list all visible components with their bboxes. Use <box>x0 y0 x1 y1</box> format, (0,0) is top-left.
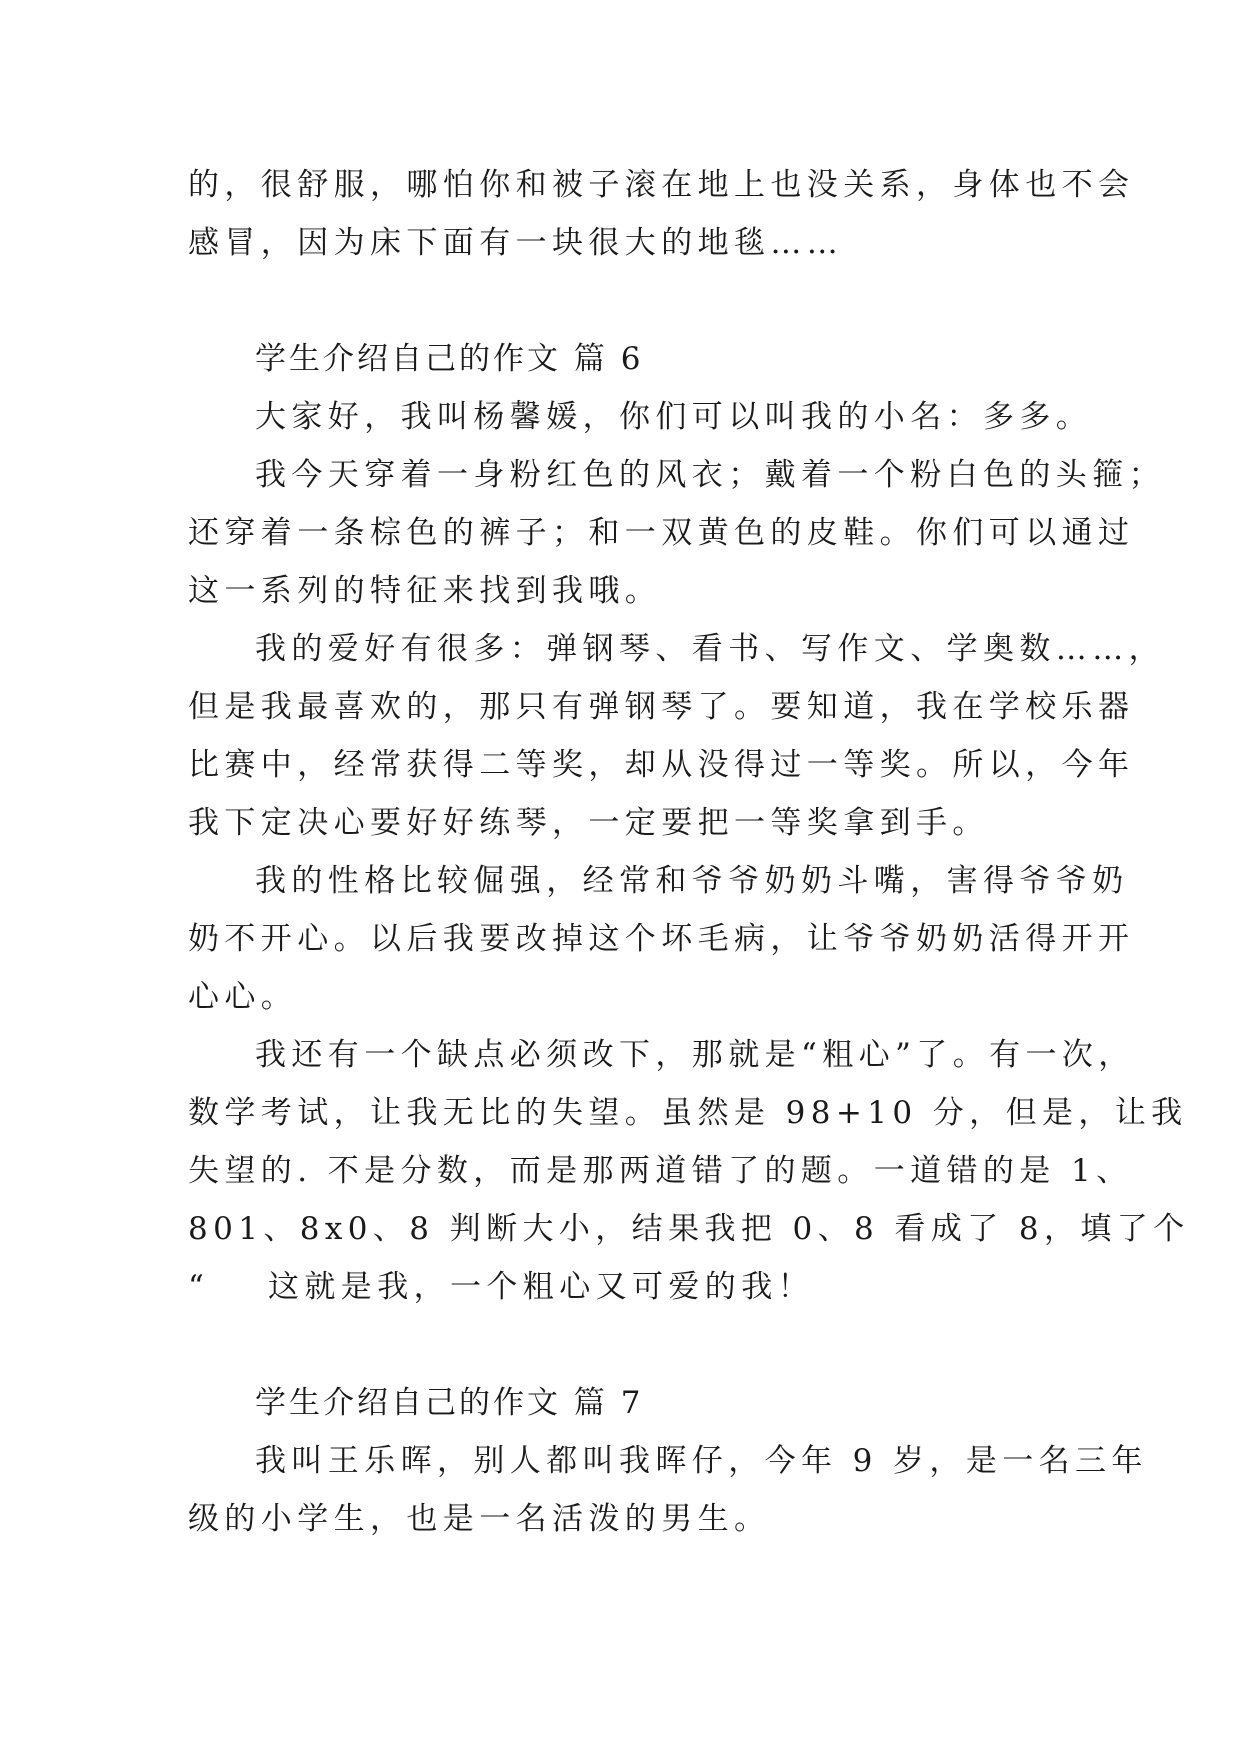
section-6-line-10: 奶不开心。以后我要改掉这个坏毛病，让爷爷奶奶活得开开 <box>188 921 1135 957</box>
section-6-line-6: 但是我最喜欢的，那只有弹钢琴了。要知道，我在学校乐器 <box>188 689 1135 725</box>
section-7-line-2: 级的小学生，也是一名活泼的男生。 <box>188 1501 771 1537</box>
intro-line-2: 感冒，因为床下面有一块很大的地毯…… <box>188 225 844 261</box>
section-6-line-1: 大家好，我叫杨馨媛，你们可以叫我的小名：多多。 <box>255 399 1093 435</box>
section-6-line-12: 我还有一个缺点必须改下，那就是“粗心”了。有一次， <box>255 1037 1135 1073</box>
section-gap <box>188 272 1048 330</box>
section-6-line-13: 数学考试，让我无比的失望。虽然是 98+10 分，但是，让我 <box>188 1095 1188 1131</box>
section-6-line-14: 失望的. 不是分数，而是那两道错了的题。一道错的是 1、 <box>188 1153 1133 1189</box>
section-6-last-line <box>188 1258 1048 1316</box>
section-6-line-8: 我下定决心要好好练琴，一定要把一等奖拿到手。 <box>188 805 989 841</box>
document-page <box>188 156 1190 1548</box>
section-6-line-9: 我的性格比较倔强，经常和爷爷奶奶斗嘴，害得爷爷奶 <box>255 863 1129 899</box>
section-6-line-11: 心心。 <box>188 979 298 1015</box>
section-7-title: 学生介绍自己的作文 篇 7 <box>255 1385 644 1421</box>
section-6-closing-text: 这就是我，一个粗心又可爱的我！ <box>268 1269 814 1305</box>
section-6-line-2: 我今天穿着一身粉红色的风衣；戴着一个粉白色的头箍； <box>255 457 1165 493</box>
section-6-line-3: 还穿着一条棕色的裤子；和一双黄色的皮鞋。你们可以通过 <box>188 515 1135 551</box>
section-6-line-5: 我的爱好有很多：弹钢琴、看书、写作文、学奥数……， <box>255 631 1165 667</box>
section-6-line-4: 这一系列的特征来找到我哦。 <box>188 573 662 609</box>
section-6-line-15: 801、8x0、8 判断大小，结果我把 0、8 看成了 8，填了个 <box>188 1211 1190 1247</box>
section-gap <box>188 1316 1048 1374</box>
section-7-line-1: 我叫王乐晖，别人都叫我晖仔，今年 9 岁，是一名三年 <box>255 1443 1148 1479</box>
section-6-line-7: 比赛中，经常获得二等奖，却从没得过一等奖。所以，今年 <box>188 747 1135 783</box>
open-quote-mark: “ <box>188 1269 210 1305</box>
section-6-title: 学生介绍自己的作文 篇 6 <box>255 341 644 377</box>
intro-line-1: 的，很舒服，哪怕你和被子滚在地上也没关系，身体也不会 <box>188 167 1135 203</box>
